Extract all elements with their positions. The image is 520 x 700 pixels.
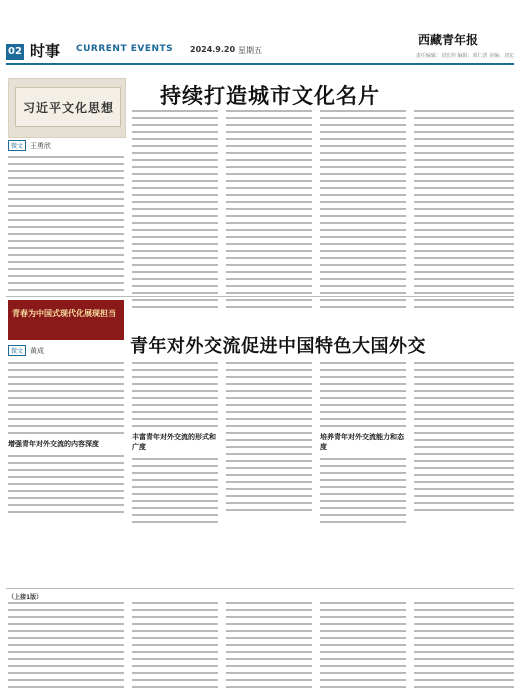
editor-credits: 责任编辑：刘宏伟 编辑：邓仁清 美编：刘宏 <box>415 53 514 59</box>
article2-author: 黄成 <box>30 347 45 355</box>
byline-tag: 微文 <box>8 345 26 356</box>
byline-tag: 微文 <box>8 140 26 151</box>
book-cover-photo <box>8 78 126 138</box>
article1-col1 <box>8 156 124 296</box>
article2-subhead-1: 增强青年对外交流的内容深度 <box>8 440 99 448</box>
article1-col3 <box>226 110 312 313</box>
article1-author: 王勇欣 <box>30 142 52 150</box>
bottom-col3 <box>226 602 312 693</box>
article2-subhead-2: 丰富青年对外交流的形式和广度 <box>132 433 216 451</box>
article2-byline <box>8 345 44 356</box>
newspaper-name: 西藏青年报 <box>418 33 479 47</box>
bottom-col2 <box>132 602 218 693</box>
book-cover-title: 习近平文化思想 <box>23 101 115 115</box>
section-title-en: CURRENT EVENTS <box>76 44 174 54</box>
article-divider <box>6 296 514 297</box>
header-divider <box>6 63 514 65</box>
continued-note: （上接1版） <box>8 594 43 601</box>
page-number-badge: 02 <box>6 44 24 60</box>
issue-date: 2024.9.20 <box>190 45 236 54</box>
article1-col4 <box>320 110 406 313</box>
article2-subhead-3: 培养青年对外交流能力和态度 <box>320 433 404 451</box>
article1-col2 <box>132 110 218 313</box>
article2-title: 青年对外交流促进中国特色大国外交 <box>130 336 426 357</box>
article1-col5 <box>414 110 514 313</box>
bottom-col1 <box>8 602 124 693</box>
article2-col2 <box>132 362 218 528</box>
bottom-col4 <box>320 602 406 693</box>
bottom-divider <box>6 588 514 589</box>
bottom-col5 <box>414 602 514 693</box>
article2-col5 <box>414 362 514 516</box>
page-header <box>0 0 520 62</box>
article2-col1 <box>8 362 124 518</box>
article2-banner-text: 青春为中国式现代化展现担当 <box>12 309 116 318</box>
issue-weekday: 星期五 <box>238 46 262 55</box>
article2-banner-image <box>8 300 124 340</box>
article2-col4 <box>320 362 406 528</box>
article1-title: 持续打造城市文化名片 <box>160 83 380 108</box>
section-title: 时事 <box>30 42 61 60</box>
article1-byline <box>8 140 51 151</box>
article2-col3 <box>226 362 312 516</box>
